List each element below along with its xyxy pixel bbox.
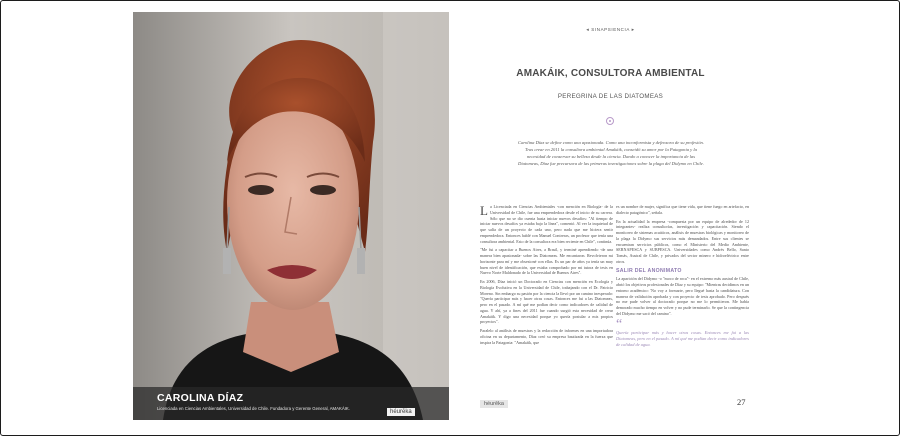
column-right [616,204,749,348]
portrait-photo [133,12,449,420]
section-heading: SALIR DEL ANONIMATO [616,267,682,274]
diatom-icon [606,117,614,125]
quote-mark-icon: “ [616,316,623,332]
caption-name: CAROLINA DÍAZ [157,392,244,404]
column-left [480,204,613,348]
paragraph: En 2006, Díaz inició un Doctorado en Ciencias con mención en Ecología y Biología Evolutiva en la Universidad de Chile, trabajando con el Dr. Patricio Moreno. Sin embargo su pasión por la ciencia la llevó por un camino inesperado: "Quería participar más y hacer otras cosas. Entonces me fui a las Diatomeas, pero en el pasado. A mí qué me podían decir como indicadores de calidad de agua. Y ahí, ya a fines del 2011 fue cuando surgió esta necesidad de crear Amakáik. Y digo una necesidad porque yo quería postular a mis propios proyectos". [480,279,613,325]
section-label: SINAPSIENCIA [591,27,630,32]
article-intro: Carolina Díaz se define como una apasionada. Como una inconformista y defensora de su profesión. Tras crear en 2011 la consultora ambiental Amakáik, conseidó su amor por la Patagonia y la necesidad de conservar su belleza desde la ciencia. Dando a conocer la importancia de las Diatomeas, Díaz fue precursora de las primeras investigaciones sobre la plaga del Didymo en Chile. [518,140,704,166]
section-tag [466,27,755,33]
article-subtitle: PEREGRINA DE LAS DIATOMEAS [557,93,664,100]
pull-quote: Quería participar más y hacer otras cosas. Entonces me fui a las Diatomeas, pero en el pasado. A mí qué me podían decir como indicadores de calidad de agua. [616,329,749,347]
drop-cap: L [480,203,488,218]
paragraph: Paralelo al análisis de muestras y la redacción de informes en una importadora oficina en su departamento, Díaz creó su empresa bautizada en la fuerza que inspira la Patagonia: "Amakáik, que [480,328,613,345]
photo-caption [133,387,449,420]
paragraph: "Me fui a capacitar a Buenos Aires, a Brasil, y terminé aprendiendo -de una manera bien apasionada- sobre las Diatomeas. Me encantaron. Revolvieron mi horizonte para mí y me obsesioné con ellas. Es un par de años ya tenía un muy buen nivel de identificación, que estaba comprobado por mi tutora de tesis en Nuevo Norte Maldonado de la Universidad de Buenos Aires". [480,247,613,276]
caption-description: Licenciada en Ciencias Ambientales, Universidad de Chile. Fundadora y Gerente General, AMAKÁIK. [157,406,350,411]
photo-page [133,12,449,420]
paragraph: La aparición del Didymo -o "moco de roca"- en el extremo más austral de Chile, abrió los objetivos profesionales de Díaz y su equipo: "Mientras decidimos en un entorno académico: 'No voy a formarte, pero llegué hasta la candidatura. Con manera de validación aprobada y con proyecto de tesis aprobado. Pero después no me pude volver al doctorado porque no me lo permitieron. Me había demorado mucho tiempo en volver y no pude terminarlo. Se que la contingencia del Didymo me sacó del camino". [616,276,749,316]
footer-logo: héurēka [480,400,508,408]
page-number: 27 [737,397,746,407]
paragraph: es un nombre de mujer, significa que tiene vida, que tiene fuego en artefacto, en dialecto patagónico", señala. [616,204,749,215]
right-arrow-icon: ▸ [631,27,635,33]
article-title: AMAKÁIK, CONSULTORA AMBIENTAL [516,68,705,79]
left-arrow-icon: ◂ [586,27,590,33]
heureka-logo: héurēka [387,408,415,416]
paragraph: La Licenciada en Ciencias Ambientales -con mención en Biología- de la Universidad de Chile, fue una emprendedora desde el inicio de su carrera. Sólo que no se dio cuenta hasta iniciar nuevos desafíos: "Al tiempo de iniciar nuevos desafíos ya estaba bajo la línea", comentó. Al ver la inquietud de que salía de un proyecto de cada uno, pero nada que me hiciera sentir emprendedora. Entonces hablé con Manuel Contreras, un profesor que tenía una consultora ambiental. Esto de la consultora era bien reciente en Chile", continúa. [480,203,613,244]
article-page [466,12,761,420]
paragraph: En la actualidad la empresa -compuesta por un equipo de alrededor de 12 integrantes- realiza consultorías, investigación y capacitación. Siendo el monitoreo de sistemas acuáticos, análisis de muestras biológicas y monitoreo de la plaga la Didymo sus servicios más demandados. Entre sus clientes se encuentran servicios públicos, como el Ministerio del Medio Ambiente, SERNAPESCA y SUBPESCA. Universidades como Andrés Bello, Santo Tomás, Austral de Chile, y privados del sector minero e hidroeléctrico entre otros. [616,218,749,264]
